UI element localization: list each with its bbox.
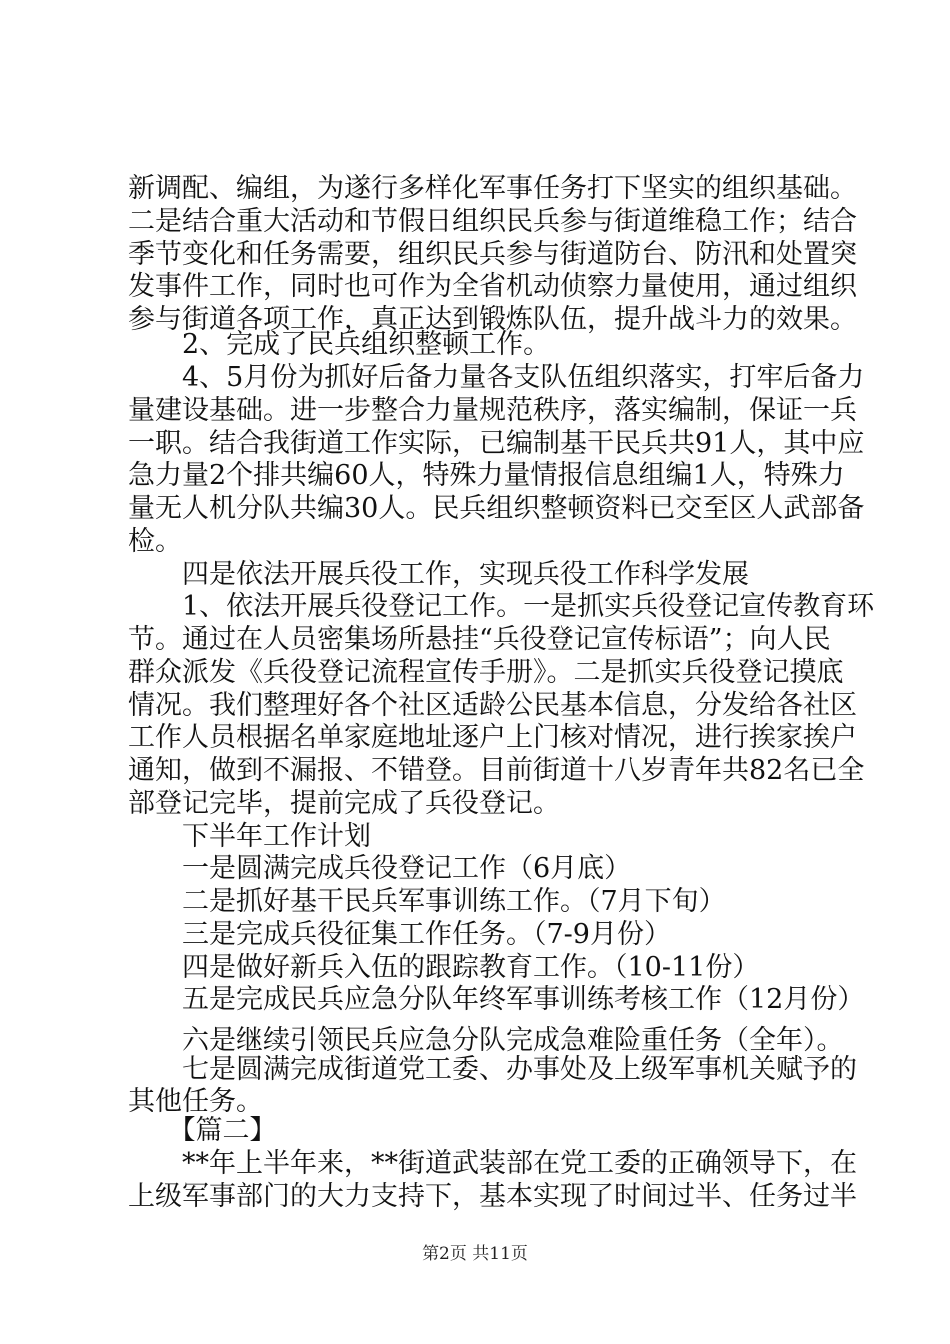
section-heading: 四是依法开展兵役工作，实现兵役工作科学发展	[128, 559, 749, 590]
body-line: 量建设基础。进一步整合力量规范秩序，落实编制，保证一兵	[128, 395, 857, 426]
body-line: 部登记完毕，提前完成了兵役登记。	[128, 788, 560, 819]
plan-item: 四是做好新兵入伍的跟踪教育工作。（10-11份）	[128, 952, 760, 983]
body-line: 通知，做到不漏报、不错登。目前街道十八岁青年共82名已全	[128, 755, 865, 786]
body-line: 群众派发《兵役登记流程宣传手册》。二是抓实兵役登记摸底	[128, 657, 844, 688]
plan-heading: 下半年工作计划	[128, 821, 371, 852]
body-line: 一职。结合我街道工作实际，已编制基干民兵共91人，其中应	[128, 428, 865, 459]
body-line: 发事件工作，同时也可作为全省机动侦察力量使用，通过组织	[128, 271, 857, 302]
plan-item: 三是完成兵役征集工作任务。（7-9月份）	[128, 919, 671, 950]
body-line: 1、依法开展兵役登记工作。一是抓实兵役登记宣传教育环	[128, 591, 875, 622]
plan-item: 五是完成民兵应急分队年终军事训练考核工作（12月份）	[128, 984, 865, 1015]
body-line: 情况。我们整理好各个社区适龄公民基本信息，分发给各社区	[128, 690, 857, 721]
body-line: 检。	[128, 526, 182, 557]
plan-item: 其他任务。	[128, 1086, 263, 1117]
body-line: 新调配、编组，为遂行多样化军事任务打下坚实的组织基础。	[128, 173, 857, 204]
body-line: 二是结合重大活动和节假日组织民兵参与街道维稳工作；结合	[128, 206, 857, 237]
body-line: 节。通过在人员密集场所悬挂“兵役登记宣传标语”；向人民	[128, 624, 831, 655]
plan-item: 六是继续引领民兵应急分队完成急难险重任务（全年）。	[128, 1025, 844, 1056]
body-line: 4、5月份为抓好后备力量各支队伍组织落实，打牢后备力	[128, 362, 865, 393]
body-line: 急力量2个排共编60人，特殊力量情报信息组编1人，特殊力	[128, 460, 845, 491]
plan-item: 二是抓好基干民兵军事训练工作。（7月下旬）	[128, 886, 726, 917]
body-line: 上级军事部门的大力支持下，基本实现了时间过半、任务过半	[128, 1181, 857, 1212]
part-heading: 【篇二】	[128, 1115, 277, 1146]
body-line: 工作人员根据名单家庭地址逐户上门核对情况，进行挨家挨户	[128, 722, 857, 753]
body-line: 参与街道各项工作，真正达到锻炼队伍，提升战斗力的效果。	[128, 304, 857, 335]
plan-item: 一是圆满完成兵役登记工作（6月底）	[128, 853, 632, 884]
body-line: **年上半年来，**街道武装部在党工委的正确领导下，在	[128, 1148, 857, 1179]
body-line: 量无人机分队共编30人。民兵组织整顿资料已交至区人武部备	[128, 493, 865, 524]
page-footer: 第2页 共11页	[422, 1244, 528, 1264]
plan-item: 七是圆满完成街道党工委、办事处及上级军事机关赋予的	[128, 1054, 857, 1085]
body-line: 季节变化和任务需要，组织民兵参与街道防台、防汛和处置突	[128, 239, 857, 270]
section-heading: 2、完成了民兵组织整顿工作。	[128, 329, 551, 360]
